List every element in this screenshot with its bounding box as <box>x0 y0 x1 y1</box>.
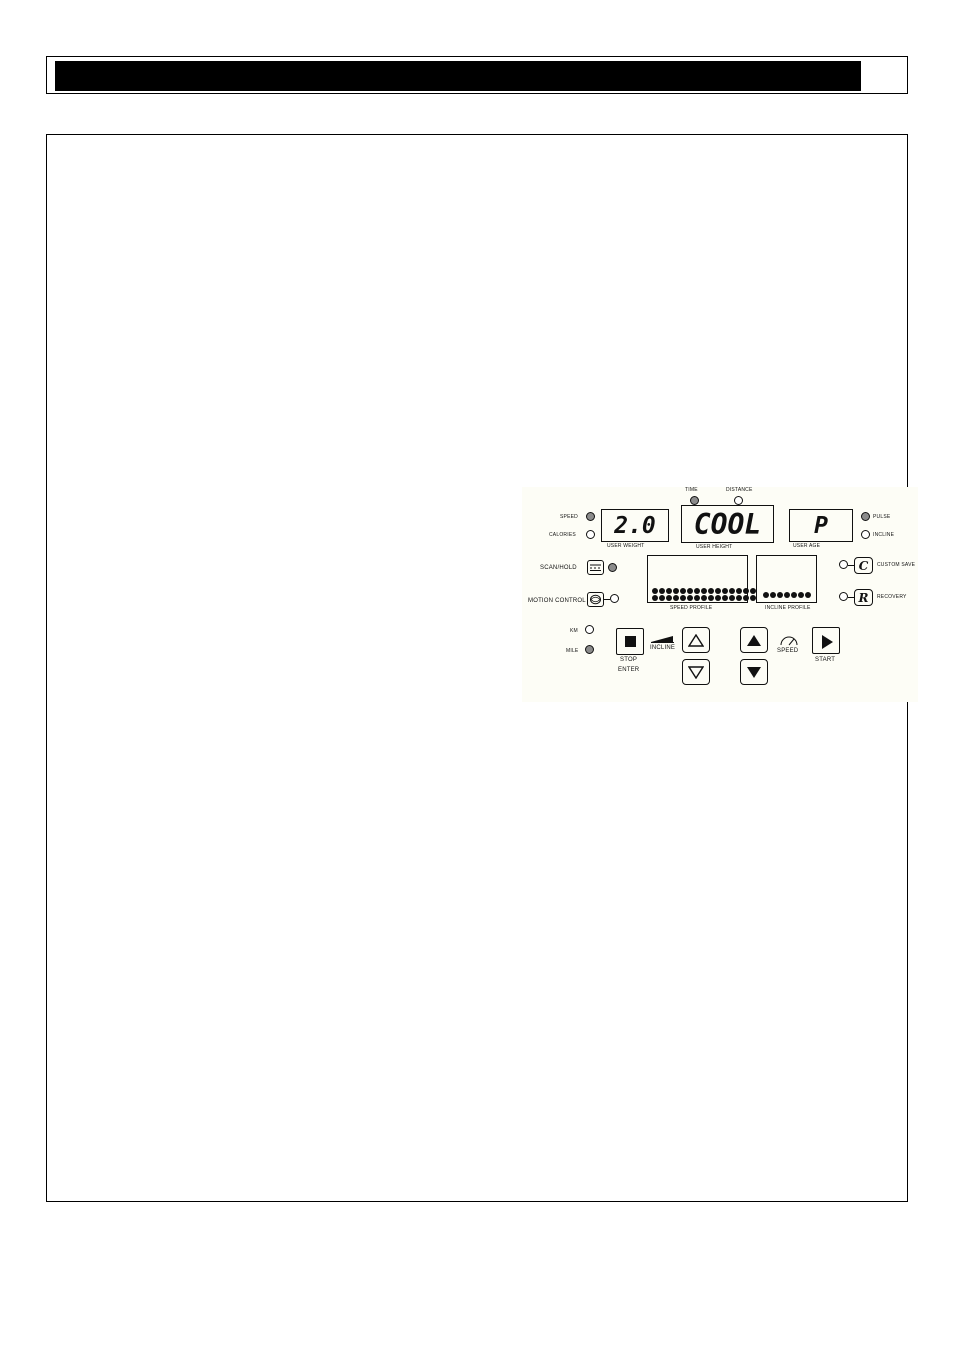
page-header-bar <box>46 56 908 94</box>
motion-control-icon[interactable] <box>587 592 604 607</box>
incline-profile-dots <box>763 592 811 598</box>
speed-up-button[interactable] <box>740 627 768 653</box>
scan-hold-glyph <box>589 563 602 572</box>
button-label-recovery: RECOVERY <box>877 594 907 600</box>
control-label-speed: SPEED <box>777 648 799 654</box>
control-label-incline: INCLINE <box>650 645 676 651</box>
scan-hold-icon[interactable] <box>587 560 604 575</box>
recovery-button[interactable]: R <box>854 589 873 606</box>
button-label-enter: ENTER <box>618 667 640 673</box>
speed-dial-icon <box>780 635 798 646</box>
stop-enter-button[interactable] <box>616 628 644 655</box>
indicator-label-distance: DISTANCE <box>726 487 753 493</box>
indicator-led-incline <box>861 530 870 539</box>
triangle-down-icon <box>747 667 761 678</box>
incline-up-button[interactable] <box>682 627 710 653</box>
start-button[interactable] <box>812 627 840 654</box>
indicator-led-calories <box>586 530 595 539</box>
button-label-scan-hold: SCAN/HOLD <box>540 565 577 571</box>
button-label-custom-save: CUSTOM SAVE <box>877 562 916 568</box>
speed-profile-display <box>647 555 748 603</box>
lcd-caption-user-weight: USER WEIGHT <box>607 543 645 549</box>
profile-label-speed: SPEED PROFILE <box>670 605 713 611</box>
custom-save-led <box>839 560 848 569</box>
button-label-motion-control: MOTION CONTROL <box>528 598 586 604</box>
lcd-value-left: 2.0 <box>614 513 656 539</box>
lcd-value-center: COOL <box>693 508 762 541</box>
indicator-label-speed: SPEED <box>560 514 578 520</box>
chevron-down-icon <box>688 666 704 679</box>
recovery-led <box>839 592 848 601</box>
indicator-label-calories: CALORIES <box>549 532 576 538</box>
custom-save-button[interactable]: C <box>854 557 873 574</box>
page-content-frame <box>46 134 916 1202</box>
indicator-led-distance <box>734 496 743 505</box>
chevron-up-icon <box>688 634 704 647</box>
incline-profile-display <box>756 555 817 603</box>
unit-led-mile <box>585 645 594 654</box>
indicator-label-incline: INCLINE <box>873 532 895 538</box>
scan-hold-led <box>608 563 617 572</box>
motion-control-glyph <box>589 594 602 605</box>
indicator-led-time <box>690 496 699 505</box>
lcd-value-right: P <box>814 513 828 539</box>
triangle-up-icon <box>747 635 761 646</box>
button-label-stop: STOP <box>620 657 638 663</box>
lcd-display-center <box>681 505 774 543</box>
incline-down-button[interactable] <box>682 659 710 685</box>
indicator-led-speed <box>586 512 595 521</box>
unit-led-km <box>585 625 594 634</box>
header-black-fill <box>55 61 861 91</box>
button-label-start: START <box>815 657 836 663</box>
lcd-caption-user-height: USER HEIGHT <box>696 544 733 550</box>
profile-label-incline: INCLINE PROFILE <box>765 605 811 611</box>
speed-down-button[interactable] <box>740 659 768 685</box>
unit-label-mile: MILE <box>566 648 579 654</box>
lcd-display-left <box>601 509 669 542</box>
stop-square-icon <box>625 636 636 647</box>
indicator-led-pulse <box>861 512 870 521</box>
lcd-display-right <box>789 509 853 542</box>
incline-ramp-icon <box>651 635 675 643</box>
indicator-label-time: TIME <box>685 487 698 493</box>
unit-label-km: KM <box>570 628 578 634</box>
motion-control-led <box>610 594 619 603</box>
play-triangle-icon <box>822 635 833 649</box>
indicator-label-pulse: PULSE <box>873 514 891 520</box>
lcd-caption-user-age: USER AGE <box>793 543 821 549</box>
treadmill-console-diagram <box>522 487 918 702</box>
